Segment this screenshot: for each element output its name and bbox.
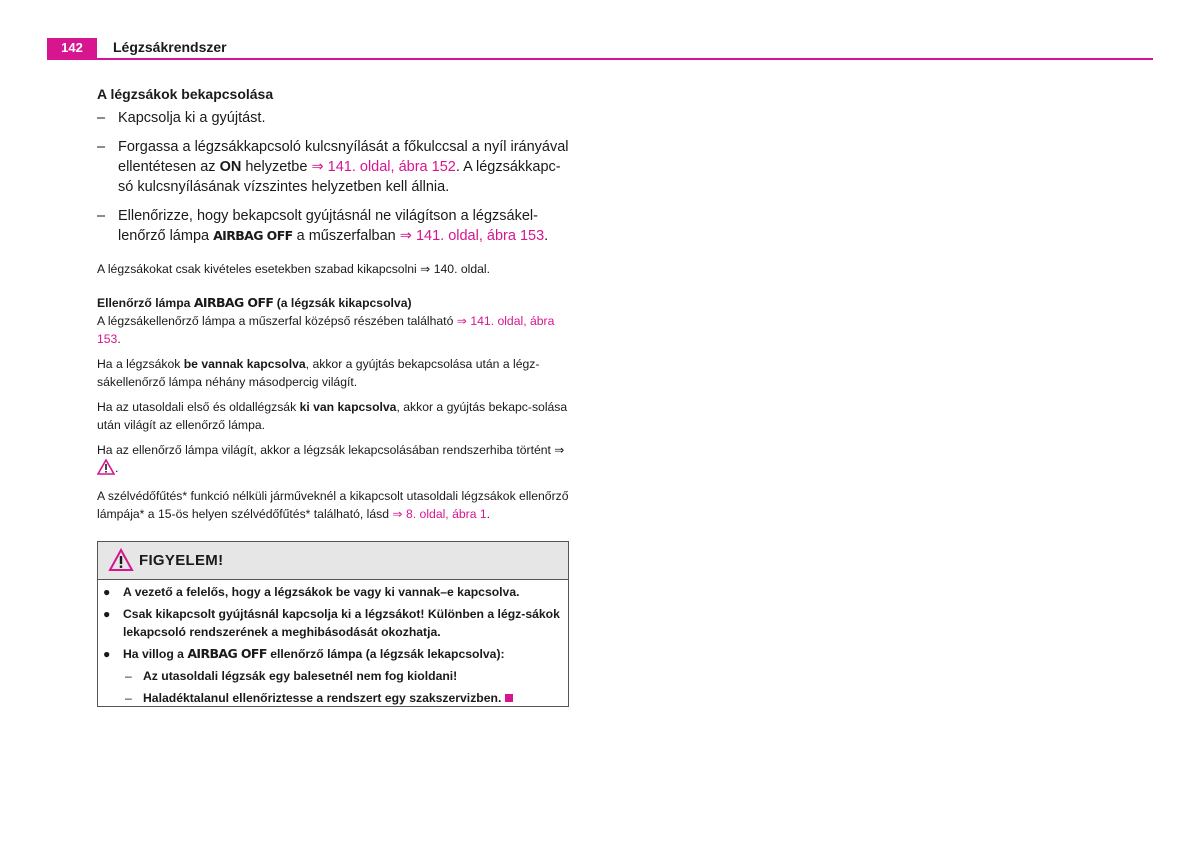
warning-box — [97, 541, 569, 707]
step-item: – Ellenőrizze, hogy bekapcsolt gyújtásnál ne világítson a légzsákel-lenőrző lámpa AIRBAG OFF a műszerfalban ⇒ 141. oldal, ábra 153. — [97, 208, 549, 244]
warning-subitem: – Haladéktalanul ellenőriztesse a rendszert egy szakszervizben. — [103, 689, 560, 707]
on-label: ON — [219, 159, 242, 175]
lamp-paragraph: Ha az ellenőrző lámpa világít, akkor a légzsák lekapcsolásában rendszerhiba történt ⇒ . — [97, 441, 572, 480]
page-header — [47, 38, 1153, 60]
step-text: Kapcsolja ki a gyújtást. — [118, 110, 266, 126]
cross-ref-link[interactable]: ⇒ 141. oldal, ábra 152 — [311, 159, 456, 175]
lamp-paragraph: Ha a légzsákok be vannak kapcsolva, akkor a gyújtás bekapcsolása után a légz-sákellenőrző lámpa néhány másodpercig világít. — [97, 357, 540, 389]
lamp-paragraph: A szélvédőfűtés* funkció nélküli járműveknél a kikapcsolt utasoldali légzsákok ellenőrző lámpája* a 15-ös helyen szélvédőfűtés* található, lásd ⇒ 8. oldal, ábra 1. — [97, 489, 569, 521]
section-title: Légzsákrendszer — [113, 39, 227, 55]
cross-ref-link[interactable]: ⇒ 8. oldal, ábra 1 — [392, 507, 487, 521]
lamp-paragraph: Ha az utasoldali első és oldallégzsák ki van kapcsolva, akkor a gyújtás bekapc-solása után világít az ellenőrző lámpa. — [97, 400, 568, 432]
lamp-heading: Ellenőrző lámpa AIRBAG OFF (a légzsák kikapcsolva) — [97, 295, 412, 310]
page-number: 142 — [47, 38, 97, 58]
step-item: – Forgassa a légzsákkapcsoló kulcsnyílását a főkulccsal a nyíl irányával ellentétesen az ON helyzetbe ⇒ 141. oldal, ábra 152. A légzsákkapc-só kulcsnyílásának vízszintes helyzetben kell állnia. — [97, 139, 569, 195]
lamp-paragraph: A légzsákellenőrző lámpa a műszerfal középső részében található ⇒ 141. oldal, ábra 153. — [97, 314, 555, 346]
warning-title: FIGYELEM! — [139, 552, 224, 569]
warning-body — [98, 580, 568, 707]
main-column — [97, 86, 572, 530]
cross-ref-link[interactable]: ⇒ 141. oldal, ábra 153 — [97, 314, 555, 346]
cross-ref-link[interactable]: ⇒ 141. oldal, ábra 153 — [399, 228, 545, 244]
airbag-off-label: AIRBAG OFF — [213, 228, 293, 243]
airbag-off-label: AIRBAG OFF — [187, 646, 267, 661]
warning-item: ● A vezető a felelős, hogy a légzsákok be vagy ki vannak–e kapcsolva. — [103, 585, 520, 599]
warning-subitem: – Az utasoldali légzsák egy balesetnél nem fog kioldani! — [125, 669, 458, 683]
step-item: – Kapcsolja ki a gyújtást. — [97, 110, 266, 126]
warning-item: ● Ha villog a AIRBAG OFF ellenőrző lámpa (a légzsák lekapcsolva): — [103, 646, 505, 661]
header-rule — [47, 58, 1153, 60]
activation-heading: A légzsákok bekapcsolása — [97, 86, 274, 102]
deactivation-note: A légzsákokat csak kivételes esetekben szabad kikapcsolni ⇒ 140. oldal. — [97, 262, 490, 276]
warning-header — [98, 542, 568, 580]
end-square-icon — [505, 694, 513, 702]
warning-triangle-icon — [108, 548, 134, 577]
warning-item: ● Csak kikapcsolt gyújtásnál kapcsolja ki a légzsákot! Különben a légz-sákok lekapcsoló rendszerének a meghibásodását okozhatja. — [103, 607, 560, 639]
warning-triangle-icon[interactable] — [97, 459, 115, 480]
airbag-off-label: AIRBAG OFF — [193, 295, 274, 310]
